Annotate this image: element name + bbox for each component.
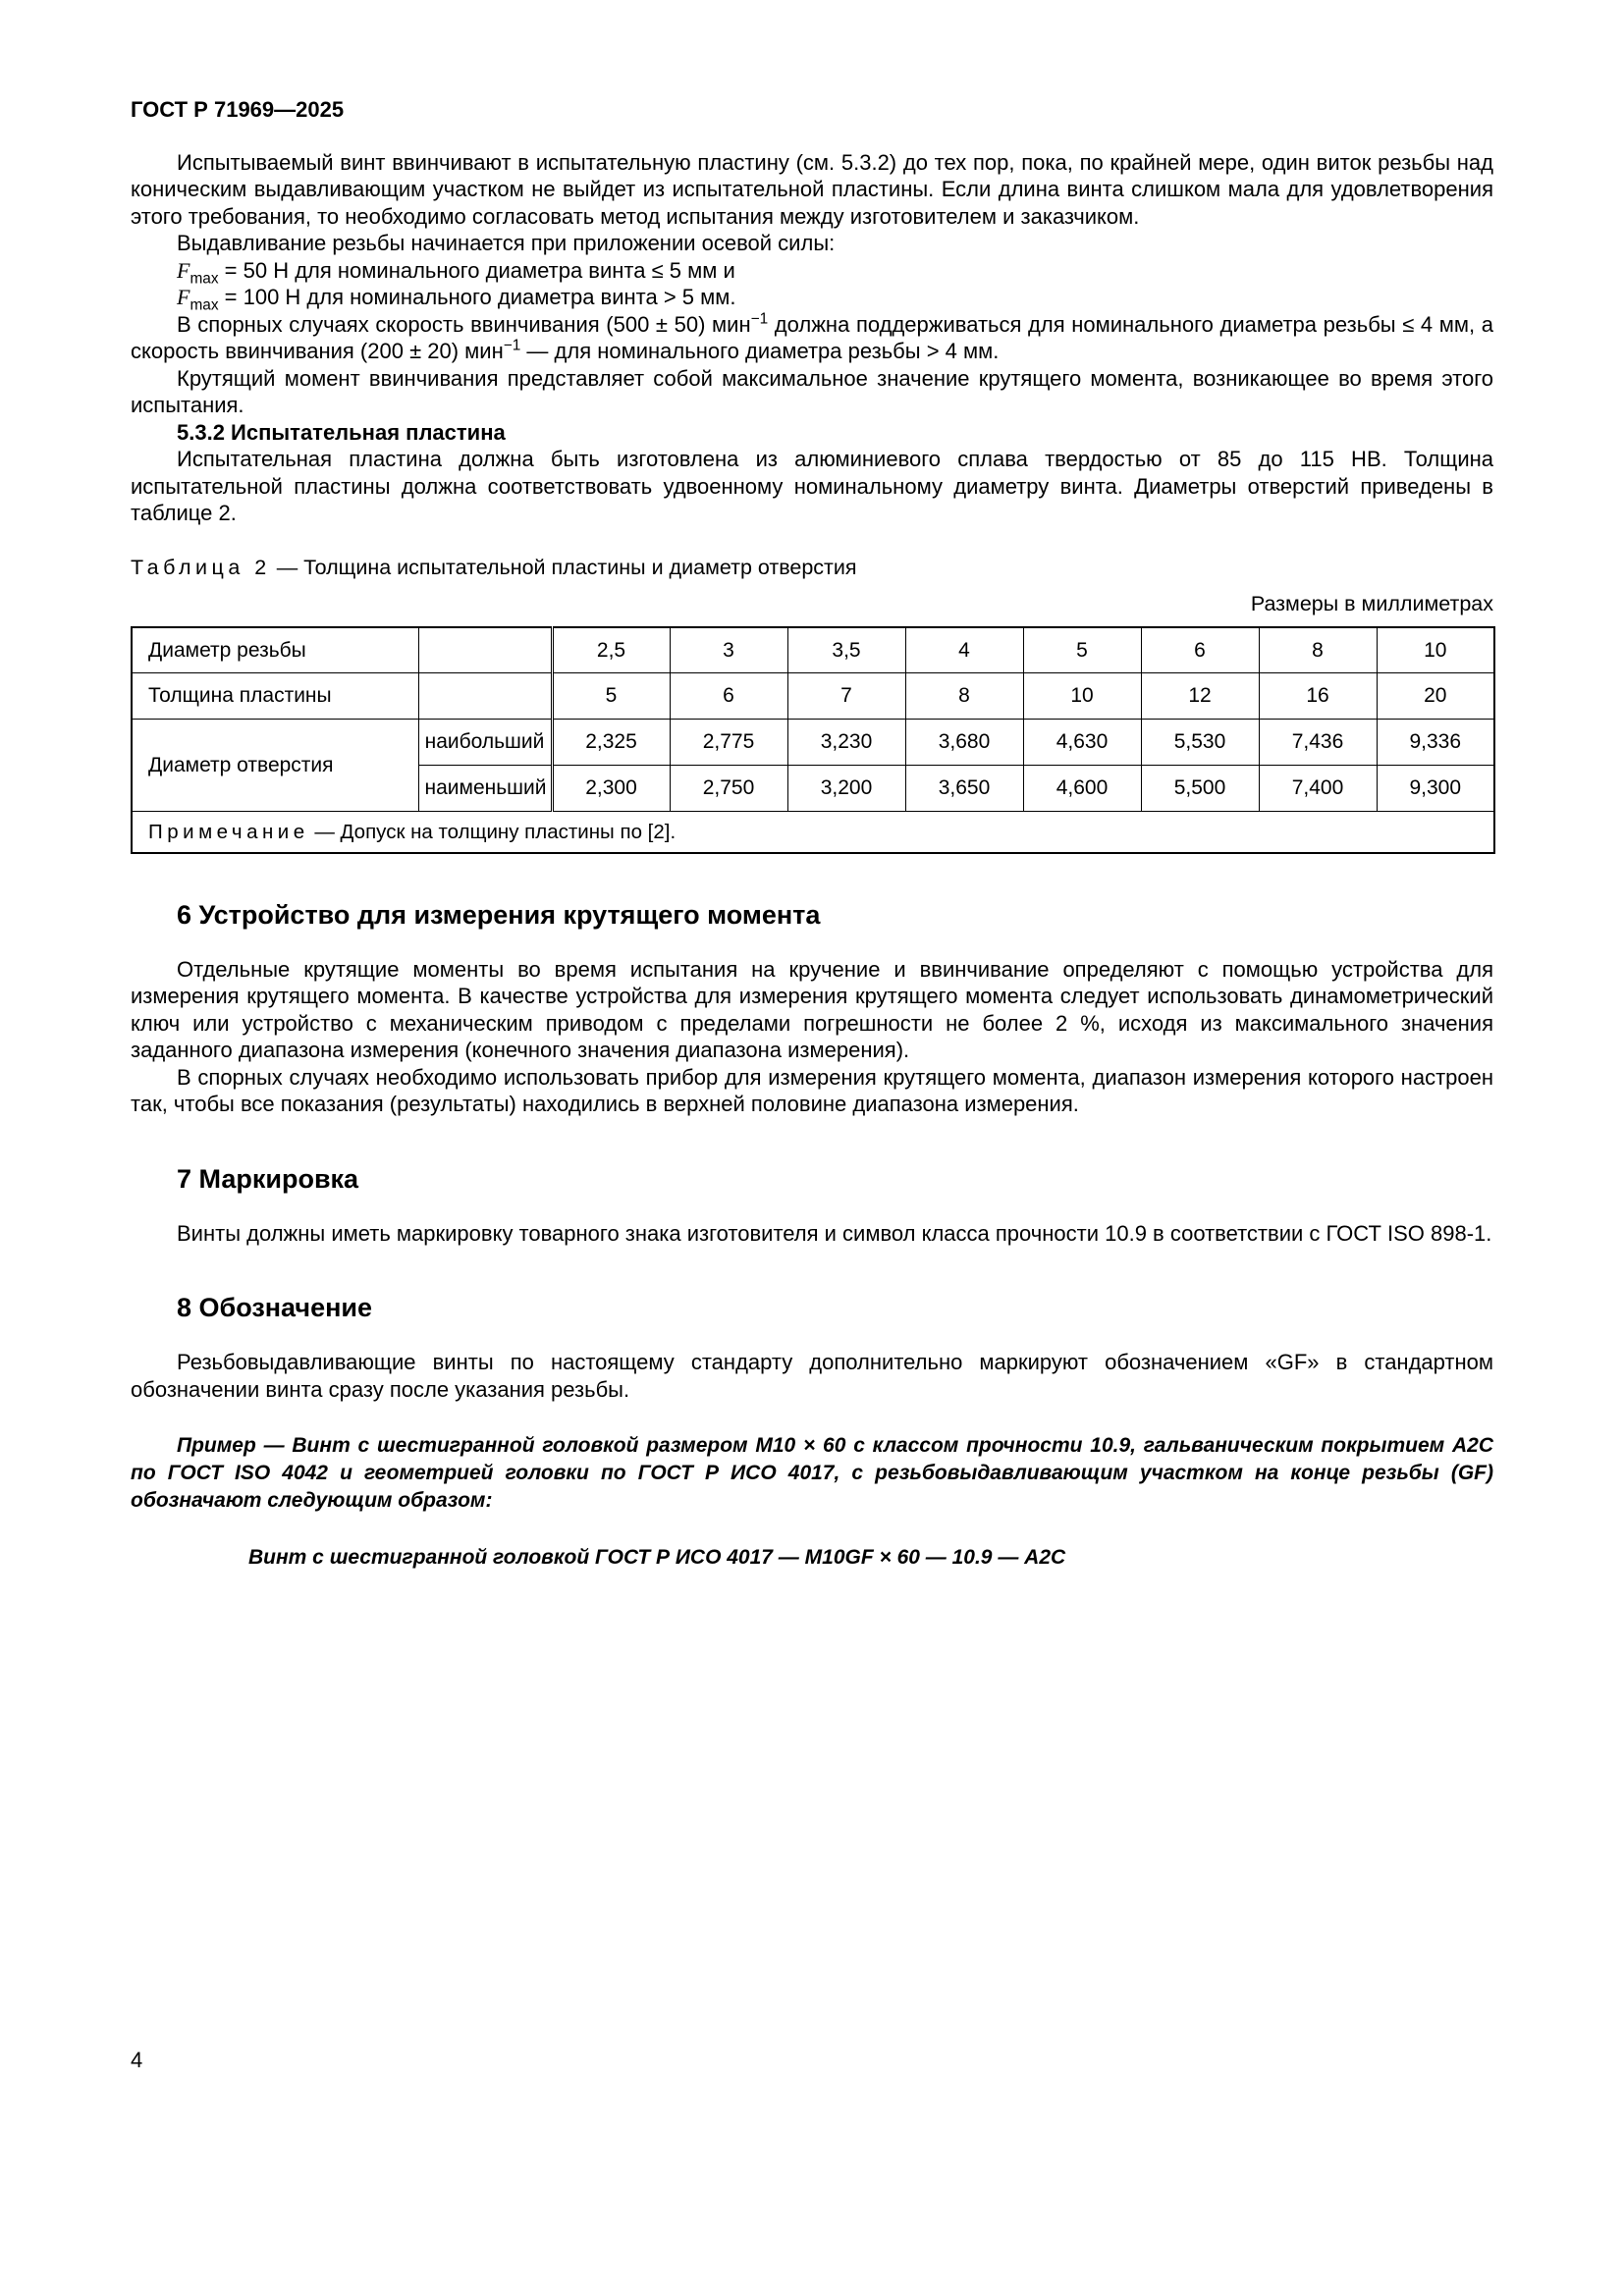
cell: 6: [670, 673, 787, 720]
cell: 2,750: [670, 766, 787, 812]
sub-row-label-cell: наибольший: [418, 720, 552, 766]
page-number: 4: [131, 2048, 143, 2072]
cell: 3,650: [905, 766, 1023, 812]
cell: 3,230: [787, 720, 905, 766]
table-row-thread-diameter: [132, 627, 1494, 673]
cell: 3,680: [905, 720, 1023, 766]
text-segment: — для номинального диаметра резьбы > 4 мм.: [520, 339, 1000, 363]
cell: 5,500: [1141, 766, 1259, 812]
formula-variable: F: [177, 257, 190, 283]
table-row-plate-thickness: [132, 673, 1494, 720]
cell: 10: [1023, 673, 1141, 720]
designation-line: Винт с шестигранной головкой ГОСТ Р ИСО 4017 — M10GF × 60 — 10.9 — А2С: [248, 1546, 1066, 1569]
table2: [131, 626, 1495, 854]
paragraph-marking: Винты должны иметь маркировку товарного знака изготовителя и символ класса прочности 10.9 в соответствии с ГОСТ ISO 898-1.: [177, 1220, 1492, 1246]
cell: 3,200: [787, 766, 905, 812]
paragraph-torque-disputes: В спорных случаях необходимо использовать прибор для измерения крутящего момента, диапазон измерения которого настроен так, чтобы все показания (результаты) находились в верхней половине диапазона измерения.: [131, 1064, 1493, 1116]
formula-fmax-100: [131, 284, 1493, 314]
table2-caption-label: Таблица 2: [131, 555, 271, 579]
cell: 5: [1023, 627, 1141, 673]
cell: 12: [1141, 673, 1259, 720]
formula-subscript: max: [189, 296, 219, 314]
heading-clause-6: 6 Устройство для измерения крутящего момента: [177, 899, 821, 930]
paragraph-test-plate: Испытательная пластина должна быть изготовлена из алюминиевого сплава твердостью от 85 до 115 HB. Толщина испытательной пластины должна соответствовать удвоенному номинальному диаметру винта. Диаметры отверстий приведены в таблице 2.: [131, 447, 1493, 525]
paragraph-screwing-speed: [131, 311, 1493, 365]
empty-cell: [418, 673, 552, 720]
formula-subscript: max: [189, 269, 219, 287]
formula-variable: F: [177, 285, 190, 309]
heading-5-3-2: 5.3.2 Испытательная пластина: [177, 419, 506, 445]
heading-clause-7: 7 Маркировка: [177, 1163, 359, 1194]
cell: 3: [670, 627, 787, 673]
cell: 2,5: [552, 627, 670, 673]
row-label-cell: Толщина пластины: [132, 673, 418, 720]
cell: 7: [787, 673, 905, 720]
cell: 7,400: [1259, 766, 1377, 812]
cell: 2,300: [552, 766, 670, 812]
table2-units-note: Размеры в миллиметрах: [1250, 592, 1493, 615]
table-row-note: [132, 812, 1494, 853]
sub-row-label-cell: наименьший: [418, 766, 552, 812]
cell: 10: [1377, 627, 1494, 673]
cell: 4,630: [1023, 720, 1141, 766]
cell: 5: [552, 673, 670, 720]
row-label-cell: Диаметр отверстия: [132, 720, 418, 812]
running-header: ГОСТ Р 71969—2025: [131, 97, 345, 122]
note-label: Примечание: [148, 820, 309, 843]
table-note-cell: [132, 812, 1494, 853]
text-segment: должна поддерживаться для номинального диаметра резьбы ≤ 4 мм, а скорость ввинчивания (200 ± 20) мин: [131, 311, 1493, 363]
cell: 9,336: [1377, 720, 1494, 766]
paragraph-screwing-torque: Крутящий момент ввинчивания представляет собой максимальное значение крутящего момента, возникающее во время этого испытания.: [131, 365, 1493, 417]
superscript: −1: [750, 310, 769, 328]
cell: 8: [1259, 627, 1377, 673]
heading-clause-8: 8 Обозначение: [177, 1293, 373, 1322]
paragraph-designation-rule: Резьбовыдавливающие винты по настоящему стандарту дополнительно маркируют обозначением «GF» в стандартном обозначении винта сразу после указания резьбы.: [131, 1350, 1493, 1402]
paragraph-torque-device: Отдельные крутящие моменты во время испытания на кручение и ввинчивание определяют с помощью устройства для измерения крутящего момента. В качестве устройства для измерения крутящего момента следует использовать динамометрический ключ или устройство с механическим приводом с пределами погрешности не более 2 %, исходя из максимального значения заданного диапазона измерения (конечного значения диапазона измерения).: [131, 956, 1493, 1062]
cell: 2,325: [552, 720, 670, 766]
cell: 5,530: [1141, 720, 1259, 766]
paragraph-example: Пример — Винт с шестигранной головкой размером М10 × 60 с классом прочности 10.9, гальваническим покрытием А2С по ГОСТ ISO 4042 и геометрией головки по ГОСТ Р ИСО 4017, с резьбовыдавливающим участком на конце резьбы (GF) обозначают следующим образом:: [131, 1434, 1493, 1512]
table2-caption: [131, 555, 1493, 582]
cell: 8: [905, 673, 1023, 720]
superscript: −1: [503, 337, 521, 354]
cell: 7,436: [1259, 720, 1377, 766]
cell: 4,600: [1023, 766, 1141, 812]
formula-text: = 100 Н для номинального диаметра винта > 5 мм.: [224, 285, 736, 309]
table-row-hole-diameter-max: [132, 720, 1494, 766]
cell: 9,300: [1377, 766, 1494, 812]
paragraph-axial-force: Выдавливание резьбы начинается при приложении осевой силы:: [177, 231, 836, 255]
cell: 20: [1377, 673, 1494, 720]
cell: 4: [905, 627, 1023, 673]
page-content: [131, 96, 1493, 1572]
formula-fmax-50: [131, 257, 1493, 285]
empty-cell: [418, 627, 552, 673]
cell: 6: [1141, 627, 1259, 673]
table2-caption-text: — Толщина испытательной пластины и диаметр отверстия: [270, 555, 857, 579]
note-text: — Допуск на толщину пластины по [2].: [314, 820, 677, 843]
text-segment: В спорных случаях скорость ввинчивания (500 ± 50) мин: [177, 311, 751, 337]
cell: 16: [1259, 673, 1377, 720]
row-label-cell: Диаметр резьбы: [132, 627, 418, 673]
cell: 2,775: [670, 720, 787, 766]
paragraph-test-screw: Испытываемый винт ввинчивают в испытательную пластину (см. 5.3.2) до тех пор, пока, по крайней мере, один виток резьбы над коническим выдавливающим участком не выйдет из испытательной пластины. Если длина винта слишком мала для удовлетворения этого требования, то необходимо согласовать метод испытания между изготовителем и заказчиком.: [131, 149, 1493, 229]
cell: 3,5: [787, 627, 905, 673]
formula-text: = 50 Н для номинального диаметра винта ≤ 5 мм и: [224, 257, 735, 283]
